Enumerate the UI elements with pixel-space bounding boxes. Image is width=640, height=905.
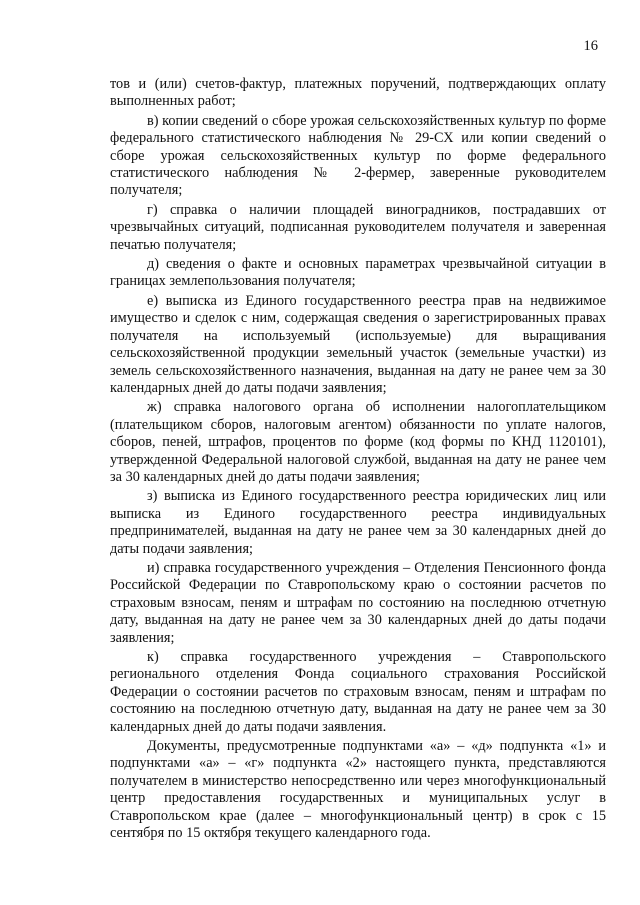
paragraph-item-k: к) справка государственного учреждения – Ставропольского регионального отделения Фонда социального страхования Российской Федерации о состоянии расчетов по страховым взносам, пеням и штрафам по состоянию на последнюю отчетную дату, выданная на дату не ранее чем за 30 календарных дней до даты подачи заявления. (110, 649, 606, 735)
paragraph-item-e: е) выписка из Единого государственного реестра прав на недвижимое имущество и сделок с ним, содержащая сведения о зарегистрированных правах получателя на используемый (используемые) для выращивания сельскохозяйственной продукции земельный участок (земельные участки) из земель сельскохозяйственного назначения, выданная на дату не ранее чем за 30 календарных дней до даты подачи заявления; (110, 292, 606, 396)
paragraph-item-i: и) справка государственного учреждения – Отделения Пенсионного фонда Российской Федерации по Ставропольскому краю о состоянии расчетов по страховым взносам, пеням и штрафам по состоянию на последнюю отчетную дату, выданная на дату не ранее чем за 30 календарных дней до даты подачи заявления; (110, 559, 606, 646)
paragraph-documents: Документы, предусмотренные подпунктами «а» – «д» подпункта «1» и подпунктами «а» – «г» подпункта «2» настоящего пункта, представляются получателем в министерство непосредственно или через многофункциональный центр предоставления государственных и муниципальных услуг в Ставропольском крае (далее – многофункциональный центр) в срок с 15 сентября по 15 октября текущего календарного года. (110, 738, 606, 842)
paragraph-item-v: в) копии сведений о сборе урожая сельскохозяйственных культур по форме федерального статистического наблюдения № 29-СХ или копии сведений о сборе урожая сельскохозяйственных культур по форме федерального статистического наблюдения № 2-фермер, заверенные руководителем получателя; (110, 112, 606, 199)
paragraph-item-zh: ж) справка налогового органа об исполнении налогоплательщиком (плательщиком сборов, налоговым агентом) обязанности по уплате налогов, сборов, пеней, штрафов, процентов по форме (код формы по КНД 1120101), утвержденной Федеральной налоговой службой, выданная на дату не ранее чем за 30 календарных дней до даты подачи заявления; (110, 399, 606, 485)
paragraph-item-g: г) справка о наличии площадей виноградников, пострадавших от чрезвычайных ситуаций, подписанная руководителем получателя и заверенная печатью получателя; (110, 201, 606, 253)
paragraph-item-z: з) выписка из Единого государственного реестра юридических лиц или выписка из Единого государственного реестра индивидуальных предпринимателей, выданная на дату не ранее чем за 30 календарных дней до даты подачи заявления; (110, 488, 606, 557)
paragraph-item-d: д) сведения о факте и основных параметрах чрезвычайной ситуации в границах землепользования получателя; (110, 256, 606, 290)
document-body (110, 76, 606, 842)
page-number: 16 (583, 38, 598, 54)
paragraph-continuation: тов и (или) счетов-фактур, платежных поручений, подтверждающих оплату выполненных работ; (110, 76, 606, 110)
